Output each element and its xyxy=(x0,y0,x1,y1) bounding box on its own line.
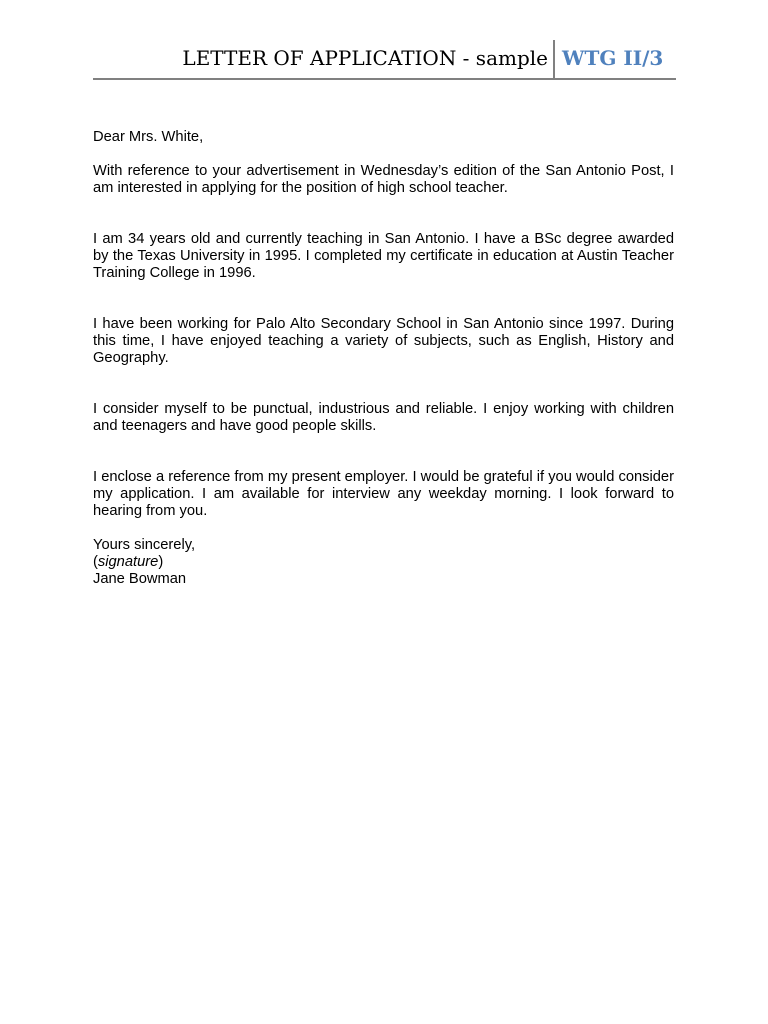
letter-signature xyxy=(93,554,674,571)
letter-paragraph-5: I enclose a reference from my present employer. I would be grateful if you would consider my application. I am available for interview any weekday morning. I look forward to hearing from you. xyxy=(93,469,674,519)
letter-salutation: Dear Mrs. White, xyxy=(93,129,204,145)
letter-sender-name: Jane Bowman xyxy=(93,571,187,587)
letter-body xyxy=(93,129,674,588)
letter-paragraph-1: With reference to your advertisement in Wednesday’s edition of the San Antonio Post, I am interested in applying for the position of high school teacher. xyxy=(93,163,674,196)
document-code: WTG II/3 xyxy=(562,46,664,70)
letter-paragraph-4: I consider myself to be punctual, industrious and reliable. I enjoy working with children and teenagers and have good people skills. xyxy=(93,401,674,434)
letter-paragraph-3: I have been working for Palo Alto Secondary School in San Antonio since 1997. During this time, I have enjoyed teaching a variety of subjects, such as English, History and Geography. xyxy=(93,316,674,366)
signature-close-paren: ) xyxy=(158,554,164,570)
letter-paragraph-2: I am 34 years old and currently teaching in San Antonio. I have a BSc degree awarded by the Texas University in 1995. I completed my certificate in education at Austin Teacher Training College in 1996. xyxy=(93,231,674,281)
header-divider xyxy=(553,40,555,80)
page-header xyxy=(93,40,676,80)
signature-open-paren: ( xyxy=(93,554,98,570)
document-title: LETTER OF APPLICATION - sample xyxy=(182,46,548,70)
signature-placeholder: signature xyxy=(97,554,159,570)
letter-closing: Yours sincerely, xyxy=(93,537,196,553)
